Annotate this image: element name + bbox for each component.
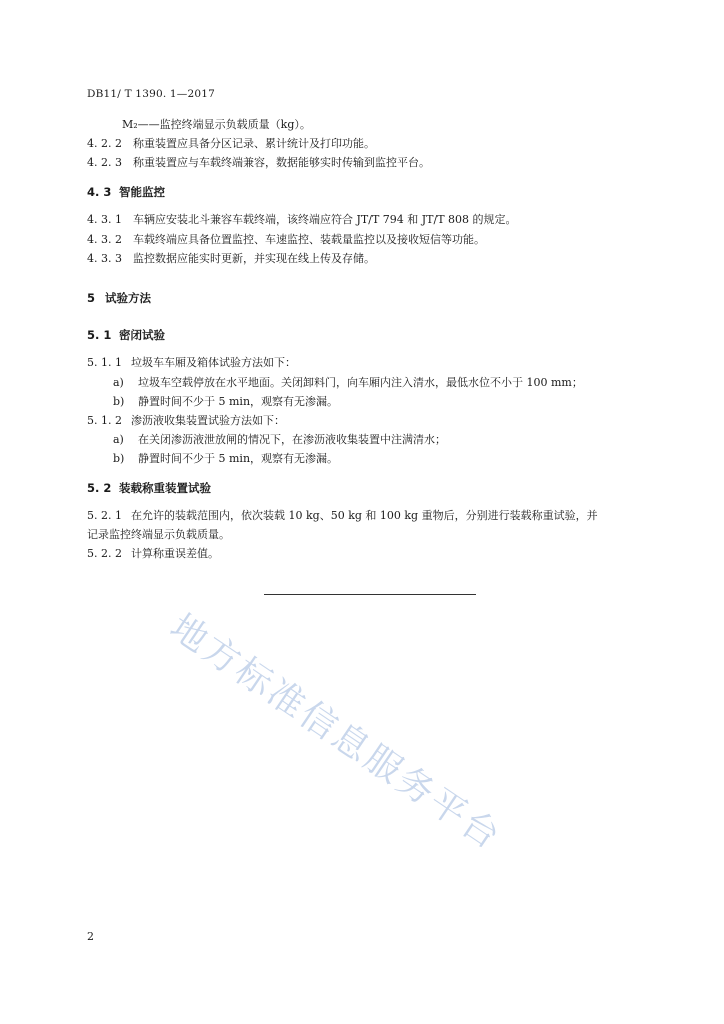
clause-4-3-3 bbox=[87, 252, 375, 266]
heading-number: 4. 3 bbox=[87, 185, 112, 199]
list-text: 静置时间不少于 5 min，观察有无渗漏。 bbox=[138, 452, 339, 465]
clause-number: 5. 2. 1 bbox=[87, 509, 122, 522]
list-item-5-1-1-a bbox=[113, 376, 583, 390]
heading-number: 5. 2 bbox=[87, 481, 112, 495]
clause-number: 4. 2. 3 bbox=[87, 156, 122, 169]
list-text: 在关闭渗沥液泄放闸的情况下，在渗沥液收集装置中注满清水； bbox=[138, 433, 446, 446]
list-text: 静置时间不少于 5 min，观察有无渗漏。 bbox=[138, 395, 339, 408]
clause-4-2-2 bbox=[87, 137, 375, 151]
heading-title: 试验方法 bbox=[105, 291, 151, 305]
list-item-5-1-1-b bbox=[113, 395, 338, 409]
clause-text: 渗沥液收集装置试验方法如下： bbox=[131, 414, 285, 427]
clause-4-2-3 bbox=[87, 156, 430, 170]
page-number: 2 bbox=[87, 930, 94, 943]
clause-text: 垃圾车车厢及箱体试验方法如下： bbox=[131, 356, 296, 369]
clause-text: 监控数据应能实时更新，并实现在线上传及存储。 bbox=[133, 252, 375, 265]
list-marker: b) bbox=[113, 452, 125, 465]
heading-title: 智能监控 bbox=[119, 185, 165, 199]
watermark: 地方标准信息服务平台 bbox=[162, 606, 509, 859]
clause-text: 称重装置应具备分区记录、累计统计及打印功能。 bbox=[133, 137, 375, 150]
clause-text: 计算称重误差值。 bbox=[131, 547, 219, 560]
clause-text-line-1: 在允许的装载范围内，依次装载 10 kg、50 kg 和 100 kg 重物后，分别进行装载称重试验，并 bbox=[131, 509, 598, 522]
heading-5 bbox=[87, 291, 151, 305]
clause-5-2-2 bbox=[87, 547, 219, 561]
list-item-5-1-2-a bbox=[113, 433, 446, 447]
heading-title: 装载称重装置试验 bbox=[119, 481, 211, 495]
end-rule bbox=[264, 594, 476, 595]
clause-5-1-1 bbox=[87, 356, 296, 370]
list-item-5-1-2-b bbox=[113, 452, 338, 466]
heading-number: 5. 1 bbox=[87, 328, 112, 342]
heading-number: 5 bbox=[87, 291, 96, 305]
clause-number: 4. 2. 2 bbox=[87, 137, 122, 150]
clause-number: 4. 3. 2 bbox=[87, 233, 122, 246]
clause-number: 5. 1. 2 bbox=[87, 414, 122, 427]
clause-text: 称重装置应与车载终端兼容，数据能够实时传输到监控平台。 bbox=[133, 156, 430, 169]
clause-number: 5. 2. 2 bbox=[87, 547, 122, 560]
clause-number: 5. 1. 1 bbox=[87, 356, 122, 369]
m2-definition: M₂——监控终端显示负载质量（kg）。 bbox=[122, 118, 311, 131]
clause-text: 车载终端应具备位置监控、车速监控、装载量监控以及接收短信等功能。 bbox=[133, 233, 485, 246]
heading-5-1 bbox=[87, 328, 165, 342]
list-marker: a) bbox=[113, 433, 124, 446]
heading-title: 密闭试验 bbox=[119, 328, 165, 342]
clause-4-3-1 bbox=[87, 213, 517, 227]
clause-number: 4. 3. 3 bbox=[87, 252, 122, 265]
list-text: 垃圾车空载停放在水平地面。关闭卸料门，向车厢内注入清水，最低水位不小于 100 mm； bbox=[138, 376, 583, 389]
heading-4-3 bbox=[87, 185, 165, 199]
clause-5-2-1-continuation: 记录监控终端显示负载质量。 bbox=[87, 528, 230, 541]
document-code-header: DB11/ T 1390. 1—2017 bbox=[87, 88, 216, 100]
clause-number: 4. 3. 1 bbox=[87, 213, 122, 226]
clause-5-1-2 bbox=[87, 414, 285, 428]
clause-4-3-2 bbox=[87, 233, 485, 247]
list-marker: a) bbox=[113, 376, 124, 389]
heading-5-2 bbox=[87, 481, 211, 495]
clause-text: 车辆应安装北斗兼容车载终端，该终端应符合 JT/T 794 和 JT/T 808 的规定。 bbox=[133, 213, 517, 226]
clause-5-2-1 bbox=[87, 509, 598, 523]
list-marker: b) bbox=[113, 395, 125, 408]
